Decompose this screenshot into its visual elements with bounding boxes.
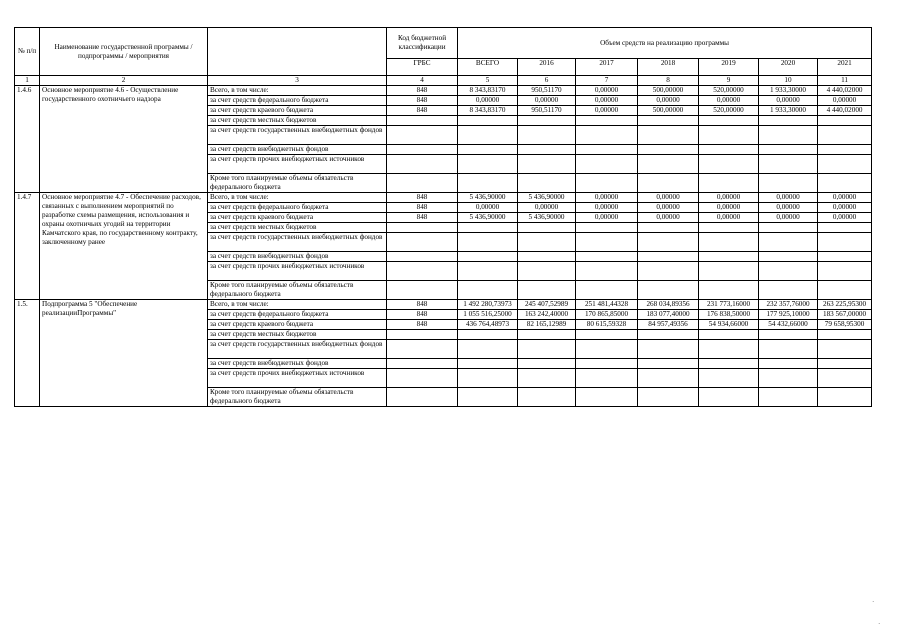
table-row <box>15 193 872 203</box>
amount-year: 0,00000 <box>818 96 872 106</box>
amount-year: 5 436,90000 <box>518 193 576 203</box>
amount-year: 0,00000 <box>759 96 818 106</box>
amount-year: 0,00000 <box>638 193 699 203</box>
grbs-code <box>387 223 458 233</box>
grbs-code: 848 <box>387 106 458 116</box>
amount-year <box>638 330 699 340</box>
header-year: 2018 <box>638 59 699 76</box>
amount-total <box>458 145 518 155</box>
grbs-code <box>387 262 458 281</box>
funding-source: за счет средств внебюджетных фондов <box>208 252 387 262</box>
amount-year <box>576 252 638 262</box>
index-cell: 7 <box>576 76 638 86</box>
amount-year <box>638 174 699 193</box>
amount-total <box>458 223 518 233</box>
amount-year <box>638 340 699 359</box>
amount-year: 500,00000 <box>638 106 699 116</box>
amount-year <box>576 359 638 369</box>
amount-year: 0,00000 <box>638 96 699 106</box>
header-year: 2021 <box>818 59 872 76</box>
amount-year <box>638 388 699 407</box>
amount-year: 183 567,00000 <box>818 310 872 320</box>
amount-total: 1 492 280,73973 <box>458 300 518 310</box>
amount-year: 0,00000 <box>759 203 818 213</box>
funding-source: за счет средств местных бюджетов <box>208 330 387 340</box>
section-number: 1.4.6 <box>15 86 40 193</box>
amount-total <box>458 340 518 359</box>
amount-year <box>759 330 818 340</box>
amount-total <box>458 330 518 340</box>
amount-year <box>699 359 759 369</box>
amount-total <box>458 116 518 126</box>
amount-year <box>699 262 759 281</box>
amount-year <box>759 281 818 300</box>
amount-year: 231 773,16000 <box>699 300 759 310</box>
amount-year <box>576 126 638 145</box>
header-total: ВСЕГО <box>458 59 518 76</box>
funding-source: за счет средств внебюджетных фондов <box>208 145 387 155</box>
amount-year: 4 440,02000 <box>818 106 872 116</box>
amount-year: 183 077,40000 <box>638 310 699 320</box>
amount-year: 54 432,66000 <box>759 320 818 330</box>
funding-source: за счет средств государственных внебюджетных фондов <box>208 126 387 145</box>
amount-total: 0,00000 <box>458 96 518 106</box>
index-cell: 9 <box>699 76 759 86</box>
amount-year <box>818 252 872 262</box>
amount-year <box>576 340 638 359</box>
amount-year <box>518 126 576 145</box>
amount-year: 232 357,76000 <box>759 300 818 310</box>
amount-year <box>818 233 872 252</box>
grbs-code <box>387 359 458 369</box>
grbs-code: 848 <box>387 86 458 96</box>
funding-source: за счет средств краевого бюджета <box>208 213 387 223</box>
amount-total <box>458 369 518 388</box>
amount-year <box>699 281 759 300</box>
index-cell: 1 <box>15 76 40 86</box>
amount-year <box>576 369 638 388</box>
funding-source: Кроме того планируемые объемы обязательств федерального бюджета <box>208 388 387 407</box>
amount-year <box>638 126 699 145</box>
amount-total <box>458 388 518 407</box>
scan-mark: · <box>878 620 881 628</box>
amount-year: 950,51170 <box>518 86 576 96</box>
grbs-code <box>387 126 458 145</box>
amount-year: 0,00000 <box>699 203 759 213</box>
amount-year <box>518 252 576 262</box>
funding-source: за счет средств государственных внебюджетных фондов <box>208 233 387 252</box>
amount-year <box>759 174 818 193</box>
amount-year <box>518 174 576 193</box>
amount-year <box>759 223 818 233</box>
amount-year <box>518 340 576 359</box>
amount-year <box>699 369 759 388</box>
amount-year <box>576 233 638 252</box>
amount-year <box>699 116 759 126</box>
header-volume: Объем средств на реализацию программы <box>458 28 872 59</box>
grbs-code <box>387 174 458 193</box>
section-name: Основное мероприятие 4.7 - Обеспечение расходов, связанных с выполнением мероприятий по разработке схемы размещения, использования и охраны охотничьих угодий на территории Камчатского края, по государственному контракту, заключенному ранее <box>40 193 208 300</box>
amount-year <box>759 252 818 262</box>
amount-year <box>576 145 638 155</box>
amount-year <box>638 252 699 262</box>
section-name: Основное мероприятие 4.6 - Осуществление государственного охотничьего надзора <box>40 86 208 193</box>
amount-total <box>458 281 518 300</box>
header-year: 2017 <box>576 59 638 76</box>
funding-source: за счет средств государственных внебюджетных фондов <box>208 340 387 359</box>
amount-year <box>518 233 576 252</box>
grbs-code <box>387 330 458 340</box>
index-cell: 6 <box>518 76 576 86</box>
index-cell: 2 <box>40 76 208 86</box>
amount-year <box>699 223 759 233</box>
amount-year <box>699 340 759 359</box>
section-name: Подпрограмма 5 "Обеспечение реализацииПрограммы" <box>40 300 208 407</box>
grbs-code <box>387 281 458 300</box>
amount-year: 0,00000 <box>576 96 638 106</box>
index-cell: 4 <box>387 76 458 86</box>
amount-year <box>576 223 638 233</box>
amount-year <box>759 262 818 281</box>
amount-year <box>818 340 872 359</box>
amount-total <box>458 155 518 174</box>
grbs-code: 848 <box>387 193 458 203</box>
funding-source: за счет средств федерального бюджета <box>208 310 387 320</box>
header-blank <box>208 28 387 76</box>
section-number: 1.5. <box>15 300 40 407</box>
amount-year <box>759 388 818 407</box>
amount-year: 163 242,40000 <box>518 310 576 320</box>
amount-year <box>638 145 699 155</box>
amount-total: 8 343,83170 <box>458 106 518 116</box>
amount-year: 500,00000 <box>638 86 699 96</box>
amount-year <box>638 223 699 233</box>
amount-year <box>759 145 818 155</box>
amount-year <box>759 126 818 145</box>
amount-year <box>818 281 872 300</box>
amount-year: 0,00000 <box>699 96 759 106</box>
amount-year <box>518 145 576 155</box>
amount-year <box>818 155 872 174</box>
amount-year <box>818 223 872 233</box>
funding-source: Всего, в том числе: <box>208 86 387 96</box>
amount-year: 245 407,52989 <box>518 300 576 310</box>
funding-source: за счет средств прочих внебюджетных источников <box>208 369 387 388</box>
amount-year <box>518 369 576 388</box>
amount-year <box>518 330 576 340</box>
grbs-code <box>387 340 458 359</box>
amount-total: 5 436,90000 <box>458 193 518 203</box>
amount-year <box>759 359 818 369</box>
amount-year: 170 865,85000 <box>576 310 638 320</box>
amount-year <box>638 233 699 252</box>
amount-year <box>518 155 576 174</box>
amount-year: 0,00000 <box>699 213 759 223</box>
amount-year <box>818 174 872 193</box>
amount-total <box>458 233 518 252</box>
funding-source: за счет средств краевого бюджета <box>208 106 387 116</box>
amount-year: 520,00000 <box>699 106 759 116</box>
index-cell: 8 <box>638 76 699 86</box>
header-kbk: Код бюджетной классификации <box>387 28 458 59</box>
amount-year <box>638 369 699 388</box>
amount-year <box>576 155 638 174</box>
grbs-code: 848 <box>387 310 458 320</box>
funding-source: за счет средств федерального бюджета <box>208 96 387 106</box>
amount-year <box>699 145 759 155</box>
funding-source: Кроме того планируемые объемы обязательств федерального бюджета <box>208 174 387 193</box>
amount-year: 1 933,30000 <box>759 106 818 116</box>
funding-source: за счет средств местных бюджетов <box>208 116 387 126</box>
funding-source: за счет средств внебюджетных фондов <box>208 359 387 369</box>
amount-year: 0,00000 <box>518 203 576 213</box>
amount-year: 0,00000 <box>818 213 872 223</box>
amount-year: 1 933,30000 <box>759 86 818 96</box>
amount-year: 54 934,66000 <box>699 320 759 330</box>
amount-year <box>638 281 699 300</box>
table-row <box>15 86 872 96</box>
funding-source: за счет средств прочих внебюджетных источников <box>208 155 387 174</box>
amount-year <box>699 233 759 252</box>
amount-year <box>638 359 699 369</box>
index-cell: 5 <box>458 76 518 86</box>
amount-year: 0,00000 <box>576 213 638 223</box>
amount-year <box>818 369 872 388</box>
amount-year <box>759 155 818 174</box>
grbs-code <box>387 116 458 126</box>
header-year: 2016 <box>518 59 576 76</box>
amount-year: 0,00000 <box>576 203 638 213</box>
header-name: Наименование государственной программы / подпрограммы / мероприятия <box>40 28 208 76</box>
amount-year <box>518 223 576 233</box>
amount-year: 177 925,10000 <box>759 310 818 320</box>
amount-year: 0,00000 <box>638 213 699 223</box>
amount-year <box>699 330 759 340</box>
amount-year <box>699 126 759 145</box>
funding-source: за счет средств краевого бюджета <box>208 320 387 330</box>
amount-year: 0,00000 <box>576 86 638 96</box>
amount-year <box>759 369 818 388</box>
amount-year <box>818 116 872 126</box>
header-grbs: ГРБС <box>387 59 458 76</box>
amount-year <box>818 330 872 340</box>
amount-year: 0,00000 <box>818 203 872 213</box>
amount-year <box>518 359 576 369</box>
index-cell: 10 <box>759 76 818 86</box>
amount-year <box>518 281 576 300</box>
table-row <box>15 300 872 310</box>
amount-year <box>818 262 872 281</box>
amount-year: 80 615,59328 <box>576 320 638 330</box>
amount-total: 5 436,90000 <box>458 213 518 223</box>
amount-year: 0,00000 <box>638 203 699 213</box>
grbs-code: 848 <box>387 300 458 310</box>
amount-year <box>518 388 576 407</box>
grbs-code <box>387 155 458 174</box>
funding-source: за счет средств прочих внебюджетных источников <box>208 262 387 281</box>
amount-year <box>576 388 638 407</box>
amount-year <box>638 262 699 281</box>
amount-total <box>458 126 518 145</box>
amount-year <box>818 126 872 145</box>
grbs-code: 848 <box>387 203 458 213</box>
amount-year: 0,00000 <box>699 193 759 203</box>
amount-total: 0,00000 <box>458 203 518 213</box>
amount-year: 950,51170 <box>518 106 576 116</box>
amount-year: 263 225,95300 <box>818 300 872 310</box>
amount-year <box>699 155 759 174</box>
amount-year <box>759 233 818 252</box>
funding-source: за счет средств федерального бюджета <box>208 203 387 213</box>
grbs-code <box>387 369 458 388</box>
grbs-code <box>387 252 458 262</box>
amount-total: 436 764,48973 <box>458 320 518 330</box>
amount-year <box>576 262 638 281</box>
grbs-code: 848 <box>387 213 458 223</box>
amount-year <box>699 174 759 193</box>
amount-year <box>576 116 638 126</box>
amount-year: 0,00000 <box>818 193 872 203</box>
funding-source: Всего, в том числе: <box>208 300 387 310</box>
header-num: № п/п <box>15 28 40 76</box>
amount-year <box>759 116 818 126</box>
amount-total <box>458 252 518 262</box>
amount-year <box>576 174 638 193</box>
index-cell: 11 <box>818 76 872 86</box>
amount-year: 0,00000 <box>576 106 638 116</box>
amount-year <box>518 116 576 126</box>
amount-year <box>638 116 699 126</box>
amount-total: 8 343,83170 <box>458 86 518 96</box>
amount-total <box>458 262 518 281</box>
amount-year: 5 436,90000 <box>518 213 576 223</box>
amount-year: 79 658,95300 <box>818 320 872 330</box>
amount-year <box>699 388 759 407</box>
scan-mark: · <box>872 598 875 606</box>
amount-year <box>818 359 872 369</box>
amount-year: 176 838,50000 <box>699 310 759 320</box>
amount-year <box>759 340 818 359</box>
header-row <box>15 28 872 59</box>
grbs-code <box>387 145 458 155</box>
grbs-code: 848 <box>387 320 458 330</box>
amount-year: 0,00000 <box>759 213 818 223</box>
funding-source: за счет средств местных бюджетов <box>208 223 387 233</box>
grbs-code <box>387 233 458 252</box>
amount-year <box>699 252 759 262</box>
amount-year: 268 034,89356 <box>638 300 699 310</box>
amount-year: 82 165,12989 <box>518 320 576 330</box>
amount-year <box>638 155 699 174</box>
amount-total <box>458 359 518 369</box>
amount-year: 520,00000 <box>699 86 759 96</box>
amount-year: 0,00000 <box>518 96 576 106</box>
grbs-code: 848 <box>387 96 458 106</box>
amount-total: 1 055 516,25000 <box>458 310 518 320</box>
amount-year <box>818 388 872 407</box>
amount-year <box>818 145 872 155</box>
index-cell: 3 <box>208 76 387 86</box>
amount-year <box>518 262 576 281</box>
amount-year: 84 957,49356 <box>638 320 699 330</box>
amount-year <box>576 281 638 300</box>
amount-total <box>458 174 518 193</box>
funding-source: Всего, в том числе: <box>208 193 387 203</box>
column-index-row <box>15 76 872 86</box>
grbs-code <box>387 388 458 407</box>
header-year: 2019 <box>699 59 759 76</box>
header-year: 2020 <box>759 59 818 76</box>
amount-year <box>576 330 638 340</box>
amount-year: 0,00000 <box>576 193 638 203</box>
amount-year: 0,00000 <box>759 193 818 203</box>
budget-table <box>14 27 872 407</box>
funding-source: Кроме того планируемые объемы обязательств федерального бюджета <box>208 281 387 300</box>
amount-year: 4 440,02000 <box>818 86 872 96</box>
amount-year: 251 481,44328 <box>576 300 638 310</box>
section-number: 1.4.7 <box>15 193 40 300</box>
